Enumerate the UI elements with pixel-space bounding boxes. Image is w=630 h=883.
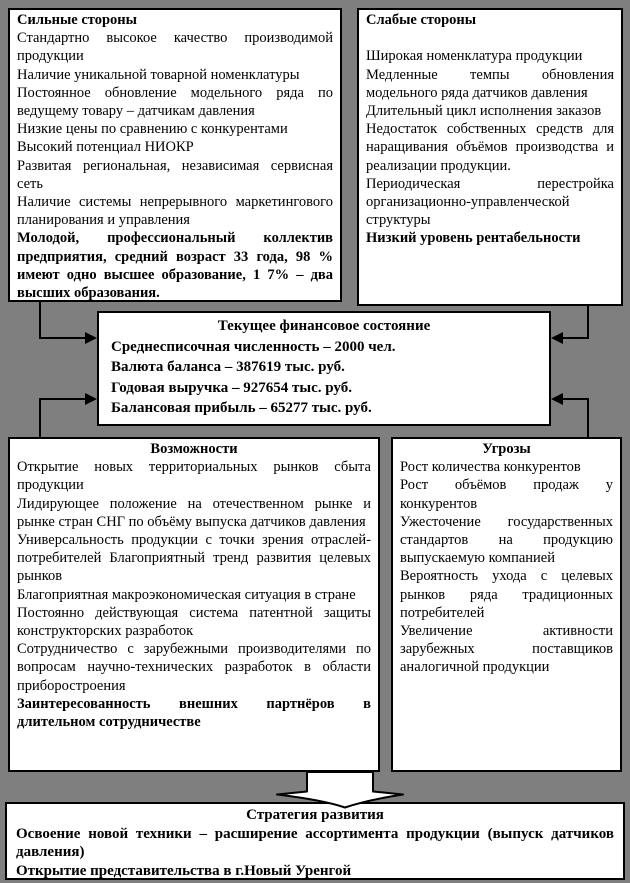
strengths-item: Наличие уникальной товарной номенклатуры [17,66,300,83]
opportunities-item: Открытие новых территориальных рынков сбыта продукции [17,459,371,494]
strengths-item: Высокий потенциал НИОКР [17,139,194,156]
opportunities-item: Постоянно действующая система патентной защиты конструкторских разработок [17,604,371,640]
strengths-item: Наличие системы непрерывного маркетингового планирования и управления [17,194,333,229]
weaknesses-item: Медленные темпы обновления модельного ряда датчиков давления [366,66,614,101]
arrow-weaknesses-to-financial-icon [551,305,588,344]
threats-box [391,437,622,772]
financial-item: Балансовая прибыль – 65277 тыс. руб. [111,400,372,416]
threats-item: Рост количества конкурентов [400,459,581,476]
weaknesses-item: Периодическая перестройка организационно-управленческой структуры [366,175,614,229]
threats-item: Увеличение активности зарубежных поставщиков аналогичной продукции [400,623,613,676]
opportunities-item: Благоприятная макроэкономическая ситуация в стране [17,586,356,603]
financial-item: Валюта баланса – 387619 тыс. руб. [111,359,345,375]
strengths-item: Развитая региональная, независимая сервисная сеть [17,157,333,192]
opportunities-item: Лидирующее положение на отечественном рынке и рынке стран СНГ по объёму выпуска датчиков давления [17,495,371,530]
weaknesses-item: Широкая номенклатура продукции [366,48,583,65]
financial-state-title: Текущее финансовое состояние [217,318,431,334]
threats-item: Рост объёмов продаж у конкурентов [400,477,613,512]
financial-state-box [97,311,551,426]
strengths-item: Стандартно высокое качество производимой продукции [17,30,333,65]
opportunities-box [8,437,380,772]
weaknesses-title: Слабые стороны [366,12,477,28]
threats-item: Ужесточение государственных стандартов на продукцию выпускаемую компанией [400,513,613,567]
weaknesses-box [357,8,623,306]
arrow-opportunities-to-financial-icon [40,393,97,438]
strategy-box [5,802,625,880]
financial-item: Среднесписочная численность – 2000 чел. [111,338,396,355]
strategy-item: Освоение новой техники – расширение ассортимента продукции (выпуск датчиков давления) [16,825,614,860]
financial-item: Годовая выручка – 927654 тыс. руб. [111,379,352,396]
strengths-item: Низкие цены по сравнению с конкурентами [17,121,288,138]
strengths-item: Постоянное обновление модельного ряда по ведущему товару – датчикам давления [17,84,333,120]
weaknesses-bold-item: Низкий уровень рентабельности [366,230,581,247]
threats-item: Вероятность ухода с целевых рынков ряда традиционных потребителей [400,568,613,621]
opportunities-title: Возможности [150,441,238,457]
strategy-title: Стратегия развития [246,807,384,823]
weaknesses-item: Недостаток собственных средств для наращивания объёмов производства и реализации продукции. [366,121,614,174]
threats-title: Угрозы [482,441,531,457]
opportunities-item: Универсальность продукции с точки зрения отраслей-потребителей Благоприятный тренд развития целевых рынков [17,532,371,585]
opportunities-item: Сотрудничество с зарубежными производителями по вопросам научно-технических разработок в области приборостроения [17,641,371,694]
arrow-threats-to-financial-icon [551,393,588,438]
strengths-title: Сильные стороны [17,12,137,28]
blank-line [366,29,614,47]
arrow-strengths-to-financial-icon [40,301,97,344]
strategy-item: Открытие представительства в г.Новый Уренгой [16,862,352,879]
strengths-bold-item: Молодой, профессиональный коллектив предприятия, средний возраст 33 года, 98 % имеют одно высшее образование, 1 7% – два высших образования. [17,230,333,302]
opportunities-bold-item: Заинтересованность внешних партнёров в длительном сотрудничестве [17,695,371,731]
weaknesses-item: Длительный цикл исполнения заказов [366,103,602,119]
strengths-box [8,8,342,302]
